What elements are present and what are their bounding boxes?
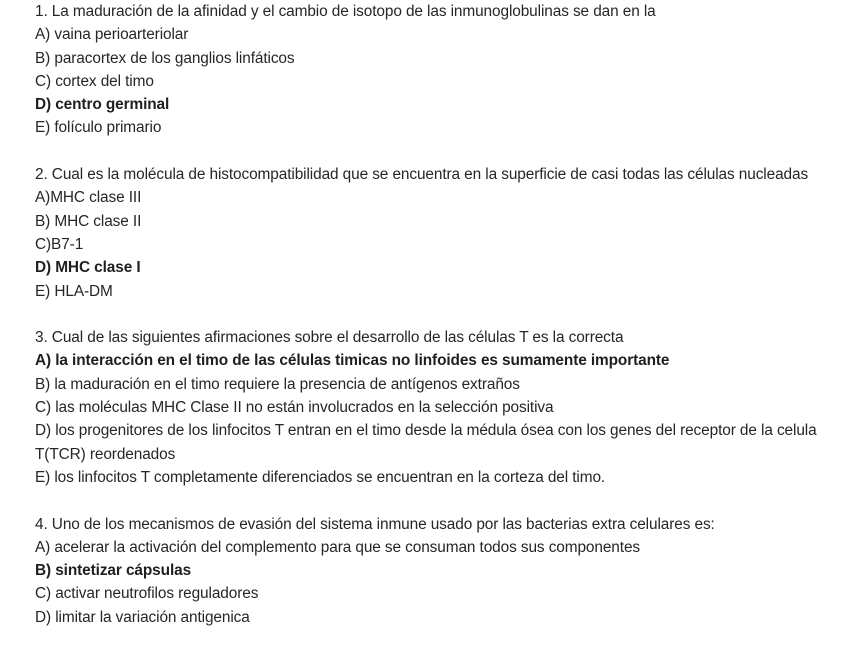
question-1 [35,0,843,140]
option-d: D) MHC clase I [35,259,141,277]
question-stem: 1. La maduración de la afinidad y el cambio de isotopo de las inmunoglobulinas se dan en la [35,3,656,20]
option-d: D) centro germinal [35,96,170,114]
question-2 [35,163,843,303]
question-stem: 4. Uno de los mecanismos de evasión del sistema inmune usado por las bacterias extra celulares es: [35,515,715,533]
option-a: A)MHC clase III [35,189,142,207]
option-c: C) cortex del timo [35,72,154,90]
option-b: B) sintetizar cápsulas [35,562,192,580]
option-c: C) activar neutrofilos reguladores [35,585,259,603]
option-a: A) la interacción en el timo de las células timicas no linfoides es sumamente importante [35,352,670,370]
option-b: B) la maduración en el timo requiere la presencia de antígenos extraños [35,375,520,393]
option-c: C) las moléculas MHC Clase II no están involucrados en la selección positiva [35,399,554,417]
option-d: D) los progenitores de los linfocitos T entran en el timo desde la médula ósea con los genes del receptor de la celula T(TCR) reordenados [35,422,817,463]
question-4 [35,513,843,629]
option-list [35,23,843,139]
question-stem: 3. Cual de las siguientes afirmaciones sobre el desarrollo de las células T es la correcta [35,329,624,347]
option-e: E) folículo primario [35,119,162,137]
document-body [35,0,843,652]
question-3 [35,326,843,489]
option-d: D) limitar la variación antigenica [35,608,250,626]
option-list [35,349,843,489]
option-e: E) los linfocitos T completamente diferenciados se encuentran en la corteza del timo. [35,468,606,486]
option-e: E) HLA-DM [35,282,113,300]
option-b: B) MHC clase II [35,212,142,230]
option-c: C)B7-1 [35,235,84,253]
option-b: B) paracortex de los ganglios linfáticos [35,49,295,67]
option-a: A) acelerar la activación del complemento para que se consuman todos sus componentes [35,538,641,556]
question-stem: 2. Cual es la molécula de histocompatibilidad que se encuentra en la superficie de casi todas las células nucleadas [35,166,809,184]
option-list [35,536,843,629]
option-list [35,186,843,302]
option-a: A) vaina perioarteriolar [35,26,189,44]
